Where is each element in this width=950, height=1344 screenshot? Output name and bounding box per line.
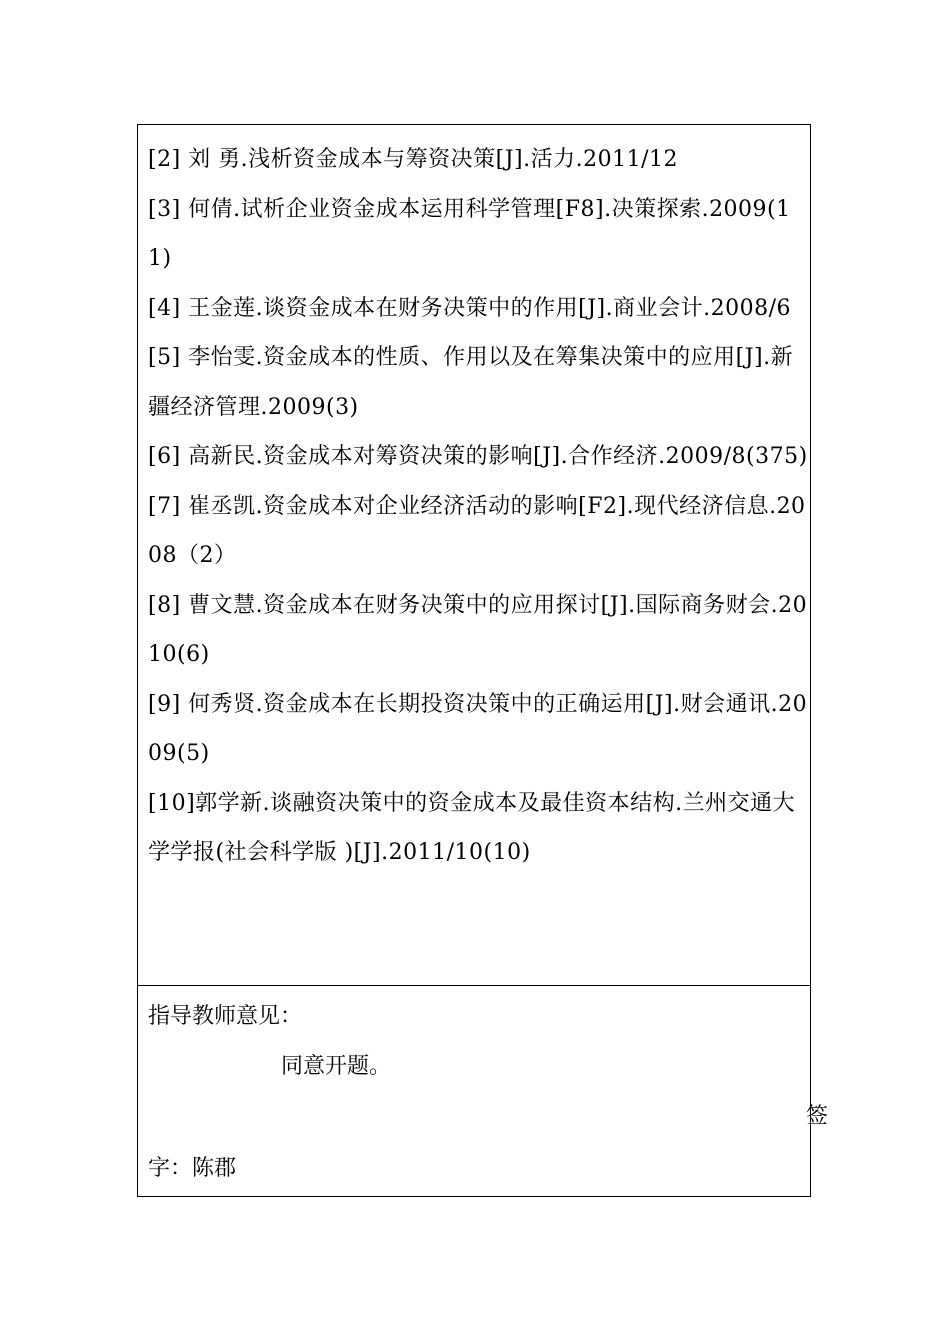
reference-item: [5] 李怡雯.资金成本的性质、作用以及在筹集决策中的应用[J].新疆经济管理.2009(3) — [148, 345, 794, 420]
reference-item: [10]郭学新.谈融资决策中的资金成本及最佳资本结构.兰州交通大学学报(社会科学版 )[J].2011/10(10) — [148, 790, 796, 865]
reference-item: [2] 刘 勇.浅析资金成本与筹资决策[J].活力.2011/12 — [148, 147, 679, 172]
advisor-opinion-label: 指导教师意见： — [148, 1004, 303, 1029]
reference-item: [6] 高新民.资金成本对筹资决策的影响[J].合作经济.2009/8(375) — [148, 444, 808, 469]
signature-name: 字：陈郡 — [148, 1156, 237, 1181]
reference-item: [9] 何秀贤.资金成本在长期投资决策中的正确运用[J].财会通讯.2009(5) — [148, 691, 808, 766]
reference-item: [3] 何倩.试析企业资金成本运用科学管理[F8].决策探索.2009(11) — [148, 196, 791, 271]
reference-item: [8] 曹文慧.资金成本在财务决策中的应用探讨[J].国际商务财会.2010(6) — [148, 592, 808, 667]
advisor-opinion-text: 同意开题。 — [281, 1054, 392, 1079]
reference-list — [148, 135, 808, 878]
section-divider — [138, 985, 810, 986]
signature-prefix: 签 — [806, 1104, 829, 1129]
reference-item: [7] 崔丞凯.资金成本对企业经济活动的影响[F2].现代经济信息.2008（2） — [148, 493, 806, 568]
form-table — [137, 124, 829, 1197]
reference-item: [4] 王金莲.谈资金成本在财务决策中的作用[J].商业会计.2008/6 — [148, 295, 792, 321]
